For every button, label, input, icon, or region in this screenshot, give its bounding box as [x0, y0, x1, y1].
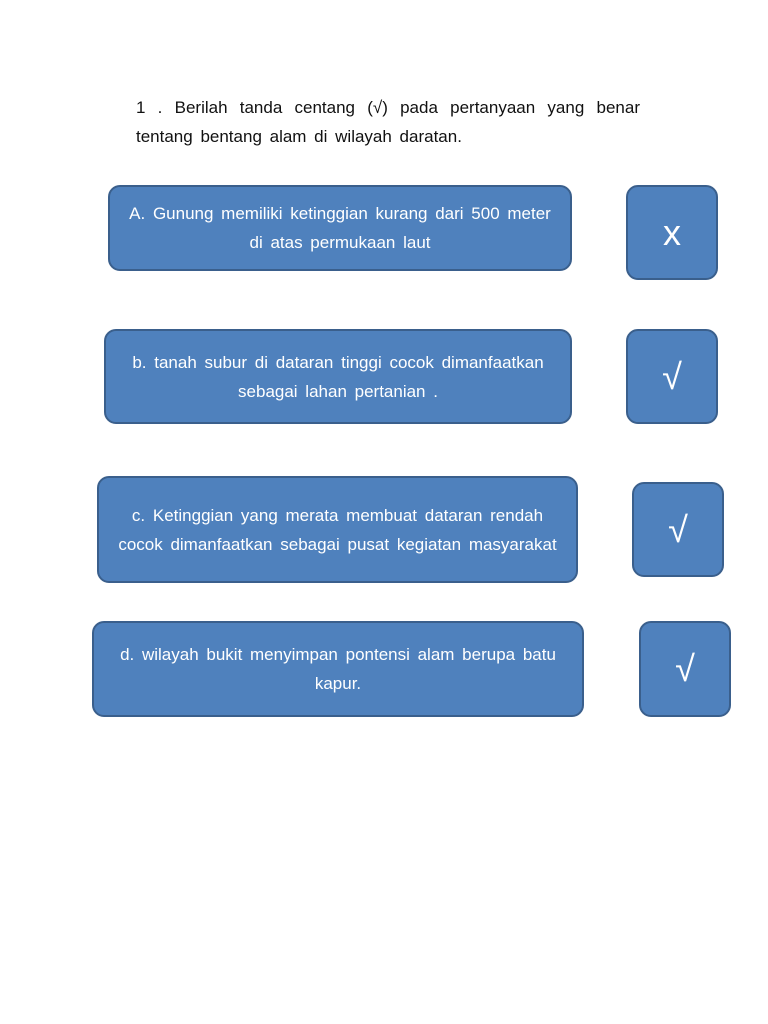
statement-box-b [104, 329, 572, 424]
statement-text-a: A. Gunung memiliki ketinggian kurang dari 500 meter di atas permukaan laut [129, 204, 551, 252]
check-mark: √ [662, 355, 682, 397]
cross-mark: x [663, 211, 681, 253]
question-text: 1 . Berilah tanda centang (√) pada pertanyaan yang benar tentang bentang alam di wilayah daratan. [136, 98, 640, 146]
answer-mark-box-a [626, 185, 718, 280]
check-mark: √ [668, 508, 688, 550]
statement-text-d: d. wilayah bukit menyimpan pontensi alam berupa batu kapur. [120, 645, 556, 693]
statement-text-c: c. Ketinggian yang merata membuat dataran rendah cocok dimanfaatkan sebagai pusat kegiatan masyarakat [118, 505, 557, 554]
answer-mark-box-b [626, 329, 718, 424]
statement-text-b: b. tanah subur di dataran tinggi cocok dimanfaatkan sebagai lahan pertanian . [132, 352, 544, 401]
statement-box-c [97, 476, 578, 583]
check-mark: √ [675, 648, 695, 689]
answer-mark-box-d [639, 621, 731, 717]
answer-mark-box-c [632, 482, 724, 577]
statement-box-a [108, 185, 572, 271]
statement-box-d [92, 621, 584, 717]
